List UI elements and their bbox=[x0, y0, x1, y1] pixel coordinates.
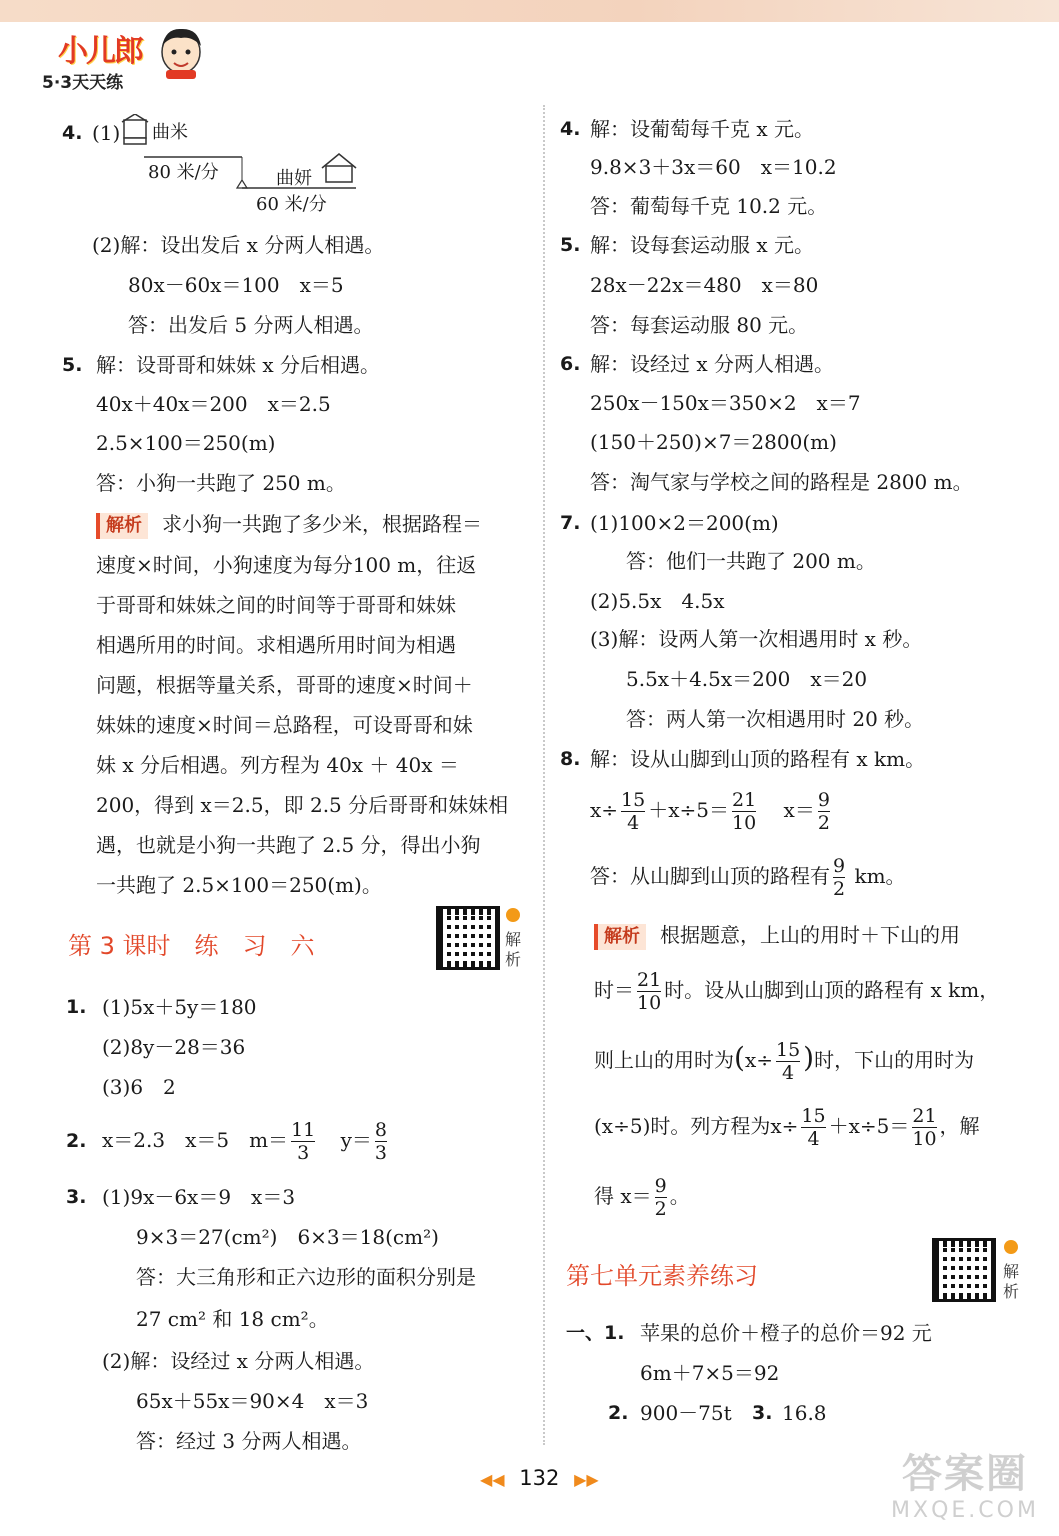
equation-line: 28x－22x＝480 x＝80 bbox=[590, 273, 819, 297]
denominator: 10 bbox=[912, 1128, 937, 1150]
watermark-logo: 答案圈 bbox=[902, 1451, 1028, 1497]
question-number: 4. bbox=[560, 118, 581, 140]
equation-line: (3)6 2 bbox=[102, 1075, 176, 1099]
numerator: 21 bbox=[732, 789, 757, 811]
denominator: 2 bbox=[833, 878, 846, 900]
denominator: 3 bbox=[374, 1142, 388, 1164]
equation-line: 80x－60x＝100 x＝5 bbox=[128, 273, 344, 297]
fraction bbox=[621, 789, 645, 834]
equation-line: 40x＋40x＝200 x＝2.5 bbox=[96, 392, 331, 416]
equation-line bbox=[590, 786, 833, 834]
fraction bbox=[776, 1039, 800, 1084]
analysis-text: 。 bbox=[669, 1184, 690, 1208]
denominator: 4 bbox=[782, 1062, 795, 1084]
analysis-text: (x÷5)时。列方程为x÷ bbox=[594, 1114, 799, 1138]
question-number: 3. bbox=[66, 1186, 87, 1208]
analysis-text: 于哥哥和妹妹之间的时间等于哥哥和妹妹 bbox=[96, 593, 456, 617]
fraction bbox=[833, 855, 845, 900]
denominator: 4 bbox=[627, 812, 640, 834]
solution-line: (2)解：设经过 x 分两人相遇。 bbox=[102, 1349, 375, 1373]
qr-code-icon[interactable] bbox=[436, 906, 500, 970]
numerator: 9 bbox=[817, 789, 830, 811]
equation-line: 5.5x＋4.5x＝200 x＝20 bbox=[626, 667, 868, 691]
play-icon bbox=[506, 908, 520, 922]
equation-text: ＋x÷5＝ bbox=[648, 798, 729, 822]
answer-line: 答：淘气家与学校之间的路程是 2800 m。 bbox=[590, 470, 973, 494]
question-number: 7. bbox=[560, 512, 581, 534]
equation-line: 16.8 bbox=[782, 1401, 827, 1425]
numerator: 15 bbox=[621, 789, 646, 811]
numerator: 15 bbox=[775, 1039, 801, 1061]
equation-line: (1)100×2＝200(m) bbox=[590, 511, 779, 535]
fraction bbox=[637, 969, 661, 1014]
analysis-text: 时，下山的用时为 bbox=[814, 1048, 975, 1072]
answer-line: 答：葡萄每千克 10.2 元。 bbox=[590, 194, 828, 218]
equation-line: (2)8y－28＝36 bbox=[102, 1035, 246, 1059]
watermark-url: MXQE.COM bbox=[891, 1498, 1039, 1523]
analysis-text: 速度×时间，小狗速度为每分100 m，往返 bbox=[96, 553, 477, 577]
solution-line: (3)解：设两人第一次相遇用时 x 秒。 bbox=[590, 627, 923, 651]
analysis-text: 根据题意，上山的用时＋下山的用 bbox=[660, 923, 960, 947]
fraction bbox=[655, 1175, 667, 1220]
analysis-text: 问题，根据等量关系，哥哥的速度×时间＋ bbox=[96, 673, 473, 697]
analysis-row bbox=[594, 922, 960, 950]
solution-line: 解：设经过 x 分两人相遇。 bbox=[590, 352, 834, 376]
top-banner bbox=[0, 0, 1059, 22]
analysis-text: 则上山的用时为(x÷ $\frac{15}{4}$ )时，下山的用时为 bbox=[594, 1039, 975, 1084]
prev-arrow-icon: ◀◀ bbox=[480, 1470, 505, 1489]
equation-line: (2)5.5x 4.5x bbox=[590, 589, 725, 613]
fraction bbox=[732, 789, 756, 834]
page-number: 132 bbox=[519, 1466, 560, 1490]
page-number-bar bbox=[480, 1466, 599, 1490]
answer-line bbox=[590, 852, 906, 900]
denominator: 4 bbox=[807, 1128, 820, 1150]
numerator: 21 bbox=[637, 969, 662, 991]
question-number: 2. bbox=[608, 1402, 629, 1424]
equation-text: x＝2.3 x＝5 m＝ bbox=[102, 1128, 289, 1152]
section-title: 第七单元素养练习 bbox=[566, 1262, 758, 1290]
analysis-text bbox=[594, 1102, 980, 1150]
answer-line: 答：大三角形和正六边形的面积分别是 bbox=[136, 1265, 476, 1289]
question-number: 6. bbox=[560, 353, 581, 375]
solution-line: 解：设哥哥和妹妹 x 分后相遇。 bbox=[96, 353, 380, 377]
analysis-text: 求小狗一共跑了多少米，根据路程＝ bbox=[162, 512, 482, 536]
equation-line bbox=[102, 1116, 390, 1164]
analysis-text: 一共跑了 2.5×100＝250(m)。 bbox=[96, 873, 382, 897]
numerator: 11 bbox=[291, 1119, 316, 1141]
qr-label: 解析 bbox=[504, 930, 521, 969]
qr-code-icon[interactable] bbox=[932, 1238, 996, 1302]
equation-line: 65x＋55x＝90×4 x＝3 bbox=[136, 1389, 369, 1413]
answer-line: 答：小狗一共跑了 250 m。 bbox=[96, 471, 346, 495]
analysis-text bbox=[594, 1172, 690, 1220]
question-number: 4. bbox=[62, 122, 83, 144]
fraction bbox=[818, 789, 830, 834]
question-part: (1) bbox=[92, 121, 121, 145]
fraction bbox=[375, 1119, 387, 1164]
analysis-text: 遇，也就是小狗一共跑了 2.5 分，得出小狗 bbox=[96, 833, 481, 857]
numerator: 9 bbox=[833, 855, 846, 877]
equation-line: 250x－150x＝350×2 x＝7 bbox=[590, 391, 861, 415]
equation-line: 6m＋7×5＝92 bbox=[640, 1361, 780, 1385]
equation-text: y＝ bbox=[340, 1128, 372, 1152]
analysis-tag: 解析 bbox=[96, 513, 148, 539]
equation-line: (1)5x＋5y＝180 bbox=[102, 995, 257, 1019]
analysis-text bbox=[594, 966, 999, 1014]
analysis-text: 得 x＝ bbox=[594, 1184, 652, 1208]
denominator: 10 bbox=[637, 992, 662, 1014]
analysis-tag: 解析 bbox=[594, 924, 646, 950]
numerator: 21 bbox=[912, 1105, 937, 1127]
qr-label: 解析 bbox=[1002, 1262, 1019, 1301]
solution-line: (2)解：设出发后 x 分两人相遇。 bbox=[92, 233, 385, 257]
answer-line: 27 cm² 和 18 cm²。 bbox=[136, 1307, 329, 1331]
answer-line: 答：他们一共跑了 200 m。 bbox=[626, 549, 876, 573]
answer-line: 答：经过 3 分两人相遇。 bbox=[136, 1429, 362, 1453]
section-title: 第 3 课时 练 习 六 bbox=[68, 932, 315, 960]
mascot-boy-icon bbox=[158, 24, 204, 80]
logo-title: 小儿郎 bbox=[58, 34, 142, 69]
equation-line: 9.8×3＋3x＝60 x＝10.2 bbox=[590, 155, 837, 179]
equation-line: 2.5×100＝250(m) bbox=[96, 431, 276, 455]
answer-line: 答：出发后 5 分两人相遇。 bbox=[128, 313, 374, 337]
analysis-row bbox=[96, 511, 482, 539]
question-number: 3. bbox=[752, 1402, 773, 1424]
analysis-text: 时＝ bbox=[594, 978, 634, 1002]
equation-line: (1)9x－6x＝9 x＝3 bbox=[102, 1185, 296, 1209]
logo-subtitle: 5·3天天练 bbox=[42, 73, 124, 93]
denominator: 2 bbox=[817, 812, 830, 834]
person-b-label: 曲妍 bbox=[276, 168, 312, 189]
numerator: 15 bbox=[801, 1105, 826, 1127]
analysis-text: 妹妹的速度×时间＝总路程，可设哥哥和妹 bbox=[96, 713, 473, 737]
speed-a-label: 80 米/分 bbox=[148, 162, 219, 183]
brand-logo bbox=[40, 22, 210, 97]
analysis-text: 相遇所用的时间。求相遇所用时间为相遇 bbox=[96, 633, 456, 657]
solution-line: 解：设每套运动服 x 元。 bbox=[590, 233, 814, 257]
equation-text: x÷ bbox=[590, 798, 619, 822]
column-divider bbox=[543, 105, 545, 1445]
question-number: 1. bbox=[66, 996, 87, 1018]
answer-line: 苹果的总价＋橙子的总价＝92 元 bbox=[640, 1321, 932, 1345]
person-a-label: 曲米 bbox=[152, 122, 188, 143]
analysis-text: 妹 x 分后相遇。列方程为 40x ＋ 40x ＝ bbox=[96, 753, 459, 777]
question-number: 2. bbox=[66, 1130, 87, 1152]
answer-line: 答：每套运动服 80 元。 bbox=[590, 313, 809, 337]
question-number: 一、1. bbox=[566, 1322, 625, 1344]
fraction bbox=[912, 1105, 936, 1150]
denominator: 2 bbox=[654, 1198, 667, 1220]
analysis-text: 200，得到 x＝2.5，即 2.5 分后哥哥和妹妹相 bbox=[96, 793, 509, 817]
answer-line: 答：两人第一次相遇用时 20 秒。 bbox=[626, 707, 925, 731]
question-number: 5. bbox=[62, 354, 83, 376]
speed-b-label: 60 米/分 bbox=[256, 194, 327, 215]
solution-line: 解：设葡萄每千克 x 元。 bbox=[590, 117, 814, 141]
fraction bbox=[801, 1105, 825, 1150]
site-watermark bbox=[890, 1450, 1040, 1532]
numerator: 9 bbox=[654, 1175, 667, 1197]
analysis-text: 则上山的用时为 bbox=[594, 1048, 734, 1072]
play-icon bbox=[1004, 1240, 1018, 1254]
answer-text: km。 bbox=[854, 864, 906, 888]
denominator: 3 bbox=[297, 1142, 310, 1164]
equation-line: 900－75t bbox=[640, 1401, 732, 1425]
equation-line: (150＋250)×7＝2800(m) bbox=[590, 430, 837, 454]
question-number: 5. bbox=[560, 234, 581, 256]
analysis-text: ＋x÷5＝ bbox=[828, 1114, 910, 1138]
analysis-text: 时。设从山脚到山顶的路程有 x km， bbox=[664, 978, 1000, 1002]
solution-line: 解：设从山脚到山顶的路程有 x km。 bbox=[590, 747, 926, 771]
fraction bbox=[291, 1119, 315, 1164]
denominator: 10 bbox=[732, 812, 757, 834]
equation-line: 9×3＝27(cm²) 6×3＝18(cm²) bbox=[136, 1225, 439, 1249]
equation-text: x＝ bbox=[783, 798, 815, 822]
next-arrow-icon: ▶▶ bbox=[574, 1470, 599, 1489]
question-number: 8. bbox=[560, 748, 581, 770]
analysis-text: x÷ bbox=[744, 1048, 773, 1072]
answer-text: 答：从山脚到山顶的路程有 bbox=[590, 864, 830, 888]
analysis-text: ，解 bbox=[939, 1114, 980, 1138]
numerator: 8 bbox=[374, 1119, 388, 1141]
